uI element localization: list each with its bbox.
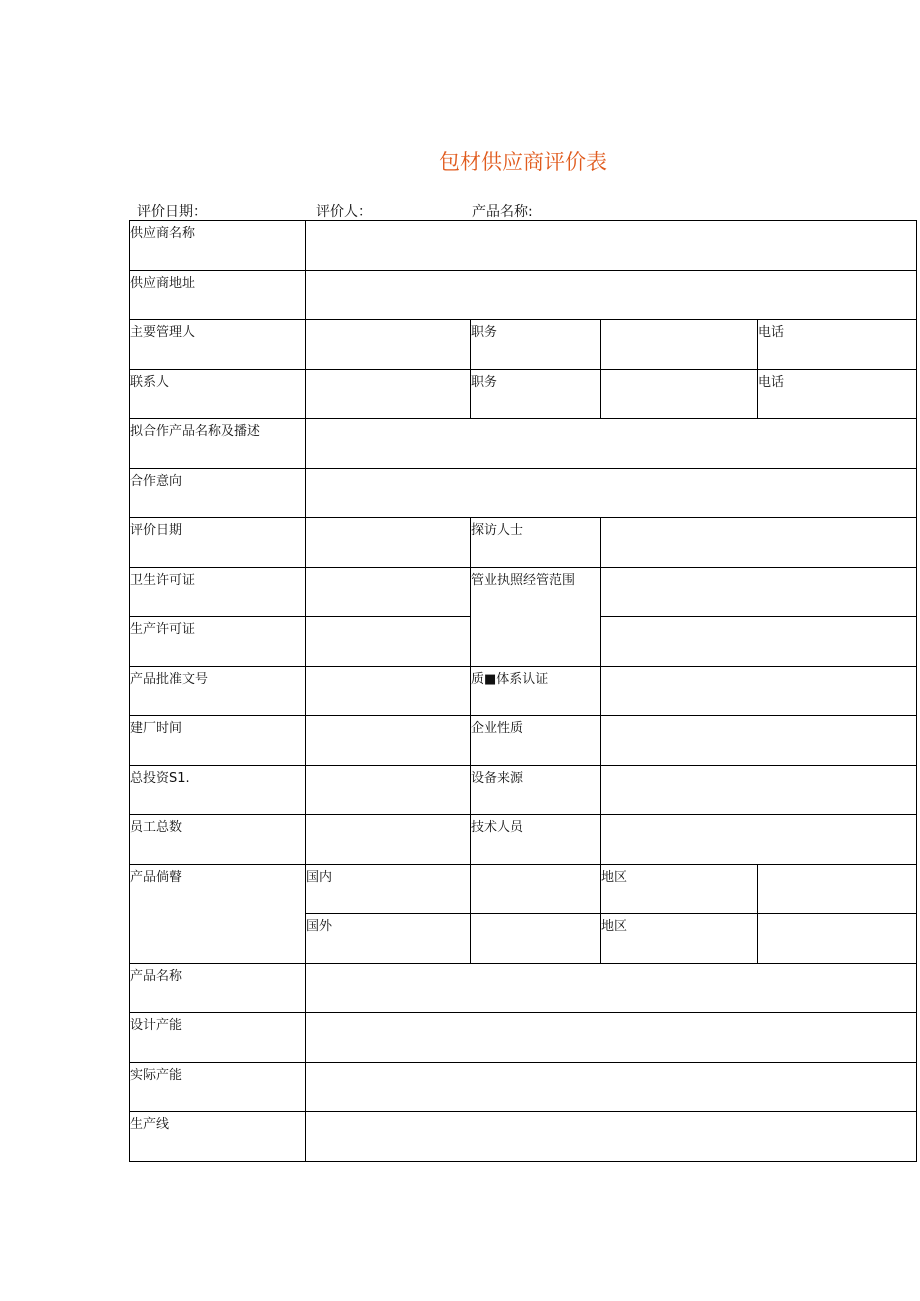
label-enterprise-nature: 企业性质 <box>471 716 601 766</box>
evaluator-label: 评价人： <box>316 204 372 220</box>
label-product-name: 产品名称 <box>130 963 306 1013</box>
overseas-field[interactable] <box>471 914 601 964</box>
label-production-license: 生产许可证 <box>130 617 306 667</box>
label-product-sales: 产品倘瞽 <box>130 864 306 963</box>
equipment-source-field[interactable] <box>601 765 917 815</box>
label-quality-cert: 质■体系认证 <box>471 666 601 716</box>
table-row <box>130 567 917 617</box>
label-production-line: 生产线 <box>130 1112 306 1162</box>
table-row <box>130 1013 917 1063</box>
label-actual-capacity: 实际产能 <box>130 1062 306 1112</box>
product-name-field[interactable] <box>306 963 917 1013</box>
label-business-scope: 管业执照经管范围 <box>471 567 601 666</box>
production-line-field[interactable] <box>306 1112 917 1162</box>
label-manager-phone[interactable]: 电话 <box>758 320 917 370</box>
domestic-region-field[interactable] <box>758 864 917 914</box>
table-row <box>130 221 917 271</box>
label-supplier-name: 供应商名称 <box>130 221 306 271</box>
label-domestic-region: 地区 <box>601 864 758 914</box>
label-health-license: 卫生许可证 <box>130 567 306 617</box>
label-eval-date: 评价日期 <box>130 518 306 568</box>
label-contact-position: 职务 <box>471 369 601 419</box>
health-license-field[interactable] <box>306 567 471 617</box>
label-manager-position: 职务 <box>471 320 601 370</box>
label-main-manager: 主要管理人 <box>130 320 306 370</box>
quality-cert-field[interactable] <box>601 666 917 716</box>
label-visitor: 探访人士 <box>471 518 601 568</box>
design-capacity-field[interactable] <box>306 1013 917 1063</box>
table-row <box>130 468 917 518</box>
label-overseas-region: 地区 <box>601 914 758 964</box>
page-title: 包材供应商评价表 <box>439 150 607 174</box>
total-staff-field[interactable] <box>306 815 471 865</box>
table-row <box>130 765 917 815</box>
manager-position-field[interactable] <box>601 320 758 370</box>
label-overseas: 国外 <box>306 914 471 964</box>
supplier-name-field[interactable] <box>306 221 917 271</box>
eval-date-label: 评价日期： <box>137 204 207 220</box>
visitor-field[interactable] <box>601 518 917 568</box>
table-row <box>130 963 917 1013</box>
label-founded: 建厂时间 <box>130 716 306 766</box>
label-domestic: 国内 <box>306 864 471 914</box>
total-investment-field[interactable] <box>306 765 471 815</box>
table-row <box>130 419 917 469</box>
table-row <box>130 518 917 568</box>
approval-number-field[interactable] <box>306 666 471 716</box>
supplier-address-field[interactable] <box>306 270 917 320</box>
table-row <box>130 270 917 320</box>
business-scope-field-2[interactable] <box>601 617 917 667</box>
business-scope-field-1[interactable] <box>601 567 917 617</box>
supplier-evaluation-table <box>129 220 917 1162</box>
table-row <box>130 320 917 370</box>
label-total-staff: 员工总数 <box>130 815 306 865</box>
table-row <box>130 864 917 914</box>
label-equipment-source: 设备来源 <box>471 765 601 815</box>
contact-position-field[interactable] <box>601 369 758 419</box>
label-proposed-products: 拟合作产品名称及播述 <box>130 419 306 469</box>
main-manager-field[interactable] <box>306 320 471 370</box>
label-design-capacity: 设计产能 <box>130 1013 306 1063</box>
domestic-field[interactable] <box>471 864 601 914</box>
table-row <box>130 666 917 716</box>
eval-date-field[interactable] <box>306 518 471 568</box>
technical-staff-field[interactable] <box>601 815 917 865</box>
product-name-label: 产品名称: <box>472 204 533 220</box>
cooperation-intent-field[interactable] <box>306 468 917 518</box>
label-supplier-address: 供应商地址 <box>130 270 306 320</box>
label-contact: 联系人 <box>130 369 306 419</box>
founded-field[interactable] <box>306 716 471 766</box>
contact-field[interactable] <box>306 369 471 419</box>
overseas-region-field[interactable] <box>758 914 917 964</box>
label-approval-number: 产品批准文号 <box>130 666 306 716</box>
table-row <box>130 369 917 419</box>
table-row <box>130 716 917 766</box>
production-license-field[interactable] <box>306 617 471 667</box>
actual-capacity-field[interactable] <box>306 1062 917 1112</box>
table-row <box>130 1062 917 1112</box>
table-row <box>130 815 917 865</box>
proposed-products-field[interactable] <box>306 419 917 469</box>
label-total-investment: 总投资S1. <box>130 765 306 815</box>
table-row <box>130 1112 917 1162</box>
enterprise-nature-field[interactable] <box>601 716 917 766</box>
label-technical-staff: 技术人员 <box>471 815 601 865</box>
label-cooperation-intent: 合作意向 <box>130 468 306 518</box>
label-contact-phone[interactable]: 电话 <box>758 369 917 419</box>
